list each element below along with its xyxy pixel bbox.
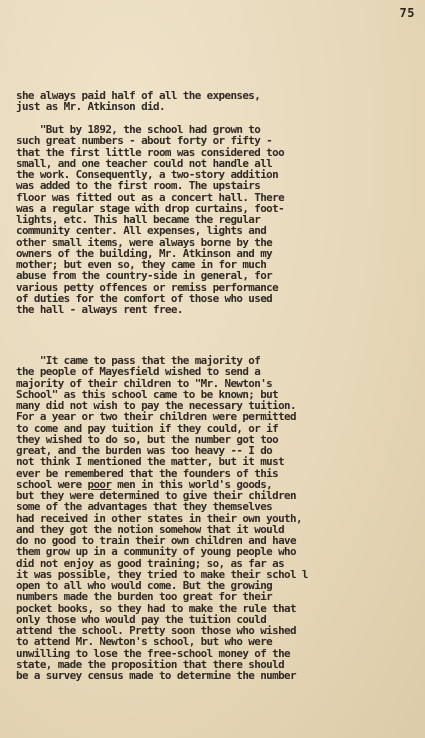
text-line: owners of the building, Mr. Atkinson and my [16, 246, 273, 260]
text-line: did not enjoy as good training; so, as far as [16, 556, 285, 570]
text-line: many did not wish to pay the necessary tuition. [16, 399, 296, 412]
text-line: that the first little room was considered too [16, 145, 285, 159]
text-line: do no good to train their own children and have [16, 534, 296, 547]
page-number: 75 [399, 6, 415, 20]
text-line: pocket books, so they had to make the rule that [16, 601, 296, 615]
text-line: lights, etc. This hall became the regular [16, 213, 261, 226]
text-line: abuse from the country-side in general, for [16, 269, 273, 283]
text-line: of duties for the comfort of those who used [16, 291, 273, 305]
text-line: other small items, were always borne by the [16, 235, 273, 249]
text-line: but they were determined to give their children [16, 489, 296, 502]
text-line: attend the school. Pretty soon those who wished [16, 624, 296, 637]
text-line: great, and the burden was too heavy -- I do [16, 444, 273, 457]
text-line: some of the advantages that they themselves [16, 500, 273, 514]
text-line: School" as this school came to be known; but [16, 387, 279, 401]
text-line: them grow up in a community of young people who [16, 545, 296, 559]
text-line: unwilling to lose the free-school money of the [16, 646, 291, 660]
text-line: to come and pay tuition if they could, or if [16, 421, 279, 435]
text-line: "It came to pass that the majority of [16, 354, 261, 367]
paragraph-3 [16, 355, 416, 681]
text-line: state, made the proposition that there should [16, 657, 285, 671]
text-line: various petty offences or remiss performance [16, 280, 279, 294]
text-line: they wished to do so, but the number got too [16, 432, 279, 446]
text-line: had received in other states in their own youth, [16, 511, 302, 525]
text-line: such great numbers - about forty or fifty - [16, 134, 273, 148]
text-line: small, and one teacher could not handle all [16, 156, 273, 170]
text-line: she always paid half of all the expenses, [16, 89, 261, 102]
text-line: "But by 1892, the school had grown to [16, 123, 261, 136]
text-line: open to all who would come. But the growing [16, 579, 273, 592]
text-line: was added to the first room. The upstairs [16, 179, 261, 193]
text-line: the people of Mayesfield wished to send a [16, 365, 261, 379]
text-line: was a regular stage with drop curtains, foot- [16, 201, 285, 215]
text-line: just as Mr. Atkinson did. [16, 100, 165, 114]
text-line: it was possible, they tried to make their schol l [16, 567, 308, 581]
text-line: community center. All expenses, lights and [16, 224, 267, 238]
paragraph-2 [16, 124, 416, 315]
text-line: the work. Consequently, a two-story addition [16, 168, 279, 181]
text-line: the hall - always rent free. [16, 303, 183, 316]
text-line: floor was fitted out as a concert hall. There [16, 190, 285, 204]
text-line: majority of their children to "Mr. Newton's [16, 376, 273, 390]
text-line: mother; but even so, they came in for much [16, 258, 267, 271]
text-line: numbers made the burden too great for their [16, 590, 273, 604]
text-line: ever be remembered that the founders of this [16, 466, 279, 480]
text-line: be a survey census made to determine the number [16, 669, 296, 682]
text-line: school were poor men in this world's goods, [16, 477, 273, 491]
text-line: only those who would pay the tuition could [16, 612, 267, 626]
paragraph-1 [16, 90, 416, 113]
text-line: and they got the notion somehow that it would [16, 522, 285, 536]
text-line: For a year or two their children were permitted [16, 410, 296, 424]
text-line: not think I mentioned the matter, but it must [16, 455, 285, 469]
text-line: to attend Mr. Newton's school, but who were [16, 635, 273, 649]
